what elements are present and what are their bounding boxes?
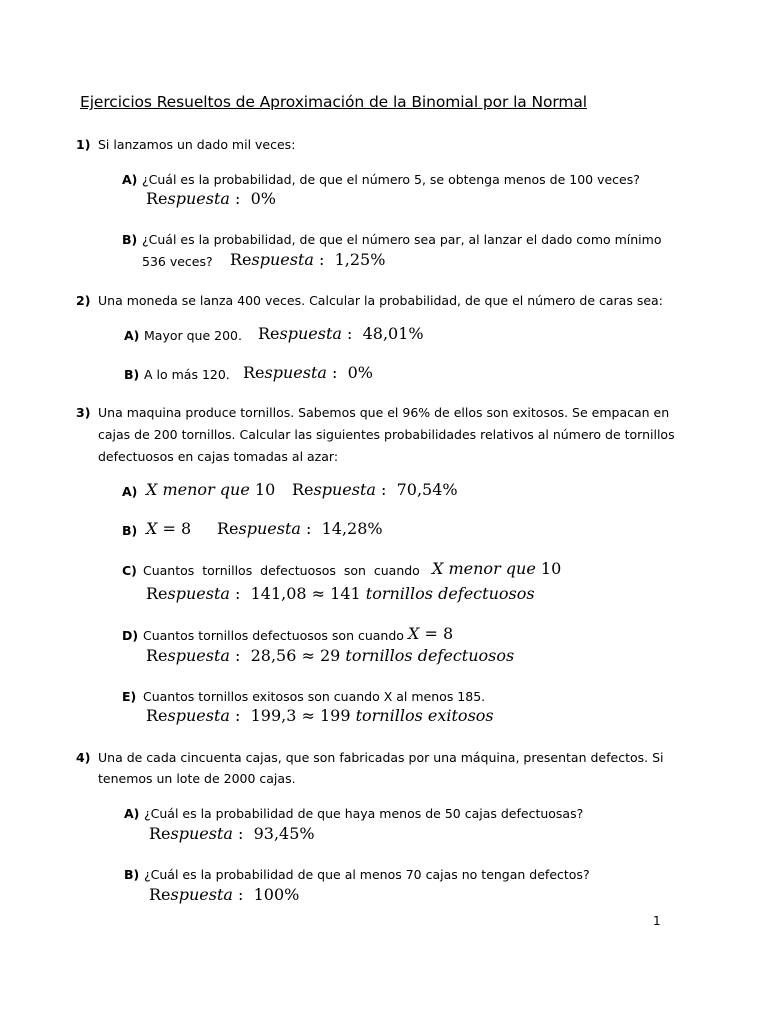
resp-re: Re xyxy=(258,324,280,343)
exercise-2b-label: B) xyxy=(124,367,140,382)
answer-value: 93,45% xyxy=(253,824,315,843)
exercise-1a-label: A) xyxy=(122,172,138,187)
resp-colon: : xyxy=(235,706,241,725)
answer-value: 199,3 ≈ 199 xyxy=(250,706,351,725)
exercise-3b-condition xyxy=(146,519,191,538)
exercise-3b-answer xyxy=(217,519,383,538)
exercise-2a-question: Mayor que 200. xyxy=(144,328,242,343)
exercise-1a-answer xyxy=(146,189,276,208)
math-eq: = 8 xyxy=(162,519,192,538)
resp-word: spuesta xyxy=(170,885,233,904)
resp-re: Re xyxy=(243,363,265,382)
exercise-3b-label: B) xyxy=(122,523,138,538)
exercise-3d-label: D) xyxy=(122,628,139,643)
exercise-3a-answer xyxy=(292,480,458,499)
exercise-3a-label: A) xyxy=(122,484,138,499)
resp-word: spuesta xyxy=(167,646,230,665)
exercise-3e-question: Cuantos tornillos exitosos son cuando X al menos 185. xyxy=(143,689,486,704)
answer-value: 0% xyxy=(250,189,276,208)
exercise-3c-condition xyxy=(432,559,561,578)
exercise-3c-answer xyxy=(146,584,535,603)
math-val: 10 xyxy=(254,480,276,499)
answer-value: 1,25% xyxy=(334,250,386,269)
exercise-4b-answer xyxy=(149,885,299,904)
resp-re: Re xyxy=(292,480,314,499)
exercise-3e-label: E) xyxy=(122,689,137,704)
exercise-4a-question: ¿Cuál es la probabilidad de que haya menos de 50 cajas defectuosas? xyxy=(144,806,584,821)
answer-value: 141,08 ≈ 141 xyxy=(250,584,361,603)
exercise-3a-condition xyxy=(146,480,275,499)
page-number: 1 xyxy=(653,914,661,928)
exercise-2-number: 2) xyxy=(76,293,91,308)
resp-colon: : xyxy=(235,584,241,603)
answer-value: 100% xyxy=(253,885,300,904)
answer-value: 70,54% xyxy=(396,480,458,499)
resp-word: spuesta xyxy=(251,250,314,269)
resp-colon: : xyxy=(306,519,312,538)
exercise-1b-question-cont: 536 veces? xyxy=(142,254,213,269)
resp-word: spuesta xyxy=(170,824,233,843)
exercise-3-text-line-2: cajas de 200 tornillos. Calcular las siguientes probabilidades relativos al número de tornillos xyxy=(98,427,675,442)
math-mid: menor que xyxy=(448,559,536,578)
math-val: 10 xyxy=(540,559,562,578)
resp-colon: : xyxy=(319,250,325,269)
resp-colon: : xyxy=(238,885,244,904)
exercise-4a-label: A) xyxy=(124,806,140,821)
exercise-4-number: 4) xyxy=(76,750,91,765)
exercise-3d-question: Cuantos tornillos defectuosos son cuando xyxy=(143,628,404,643)
exercise-3-text-line-3: defectuosos en cajas tomadas al azar: xyxy=(98,449,339,464)
exercise-4a-answer xyxy=(149,824,315,843)
resp-word: spuesta xyxy=(238,519,301,538)
resp-word: spuesta xyxy=(167,584,230,603)
exercise-4b-label: B) xyxy=(124,867,140,882)
answer-unit: tornillos exitosos xyxy=(355,706,494,725)
resp-colon: : xyxy=(332,363,338,382)
resp-re: Re xyxy=(146,189,168,208)
exercise-3e-answer xyxy=(146,706,494,725)
resp-re: Re xyxy=(230,250,252,269)
resp-colon: : xyxy=(347,324,353,343)
exercise-3c-question: Cuantos tornillos defectuosos son cuando xyxy=(143,563,420,578)
exercise-1b-answer xyxy=(230,250,385,269)
resp-word: spuesta xyxy=(313,480,376,499)
exercise-1b-label: B) xyxy=(122,232,138,247)
answer-unit: tornillos defectuosos xyxy=(345,646,515,665)
exercise-4-text-line-1: Una de cada cincuenta cajas, que son fabricadas por una máquina, presentan defectos. Si xyxy=(98,750,664,765)
answer-value: 28,56 ≈ 29 xyxy=(250,646,341,665)
answer-value: 14,28% xyxy=(321,519,383,538)
answer-unit: tornillos defectuosos xyxy=(365,584,535,603)
resp-re: Re xyxy=(149,824,171,843)
resp-re: Re xyxy=(146,646,168,665)
math-var: X xyxy=(146,519,158,538)
resp-colon: : xyxy=(381,480,387,499)
resp-re: Re xyxy=(217,519,239,538)
exercise-2a-answer xyxy=(258,324,424,343)
document-title: Ejercicios Resueltos de Aproximación de la Binomial por la Normal xyxy=(80,93,587,111)
math-var: X xyxy=(408,624,420,643)
exercise-1a-question: ¿Cuál es la probabilidad, de que el número 5, se obtenga menos de 100 veces? xyxy=(142,172,640,187)
resp-colon: : xyxy=(235,646,241,665)
exercise-3d-answer xyxy=(146,646,514,665)
resp-re: Re xyxy=(146,706,168,725)
exercise-3-text-line-1: Una maquina produce tornillos. Sabemos que el 96% de ellos son exitosos. Se empacan en xyxy=(98,405,670,420)
math-eq: = 8 xyxy=(424,624,454,643)
math-var: X xyxy=(146,480,158,499)
answer-value: 48,01% xyxy=(362,324,424,343)
resp-re: Re xyxy=(146,584,168,603)
resp-colon: : xyxy=(235,189,241,208)
math-mid: menor que xyxy=(162,480,250,499)
exercise-4-text-line-2: tenemos un lote de 2000 cajas. xyxy=(98,771,296,786)
exercise-1b-question: ¿Cuál es la probabilidad, de que el número sea par, al lanzar el dado como mínimo xyxy=(142,232,662,247)
answer-value: 0% xyxy=(347,363,373,382)
exercise-2b-question: A lo más 120. xyxy=(144,367,230,382)
math-var: X xyxy=(432,559,444,578)
resp-colon: : xyxy=(238,824,244,843)
exercise-4b-question: ¿Cuál es la probabilidad de que al menos 70 cajas no tengan defectos? xyxy=(144,867,590,882)
resp-word: spuesta xyxy=(167,189,230,208)
resp-word: spuesta xyxy=(279,324,342,343)
exercise-1-text: Si lanzamos un dado mil veces: xyxy=(98,137,296,152)
exercise-2b-answer xyxy=(243,363,373,382)
exercise-3d-condition xyxy=(408,624,453,643)
exercise-2a-label: A) xyxy=(124,328,140,343)
resp-re: Re xyxy=(149,885,171,904)
exercise-3c-label: C) xyxy=(122,563,137,578)
exercise-2-text: Una moneda se lanza 400 veces. Calcular la probabilidad, de que el número de caras sea: xyxy=(98,293,663,308)
exercise-1-number: 1) xyxy=(76,137,91,152)
resp-word: spuesta xyxy=(264,363,327,382)
resp-word: spuesta xyxy=(167,706,230,725)
exercise-3-number: 3) xyxy=(76,405,91,420)
